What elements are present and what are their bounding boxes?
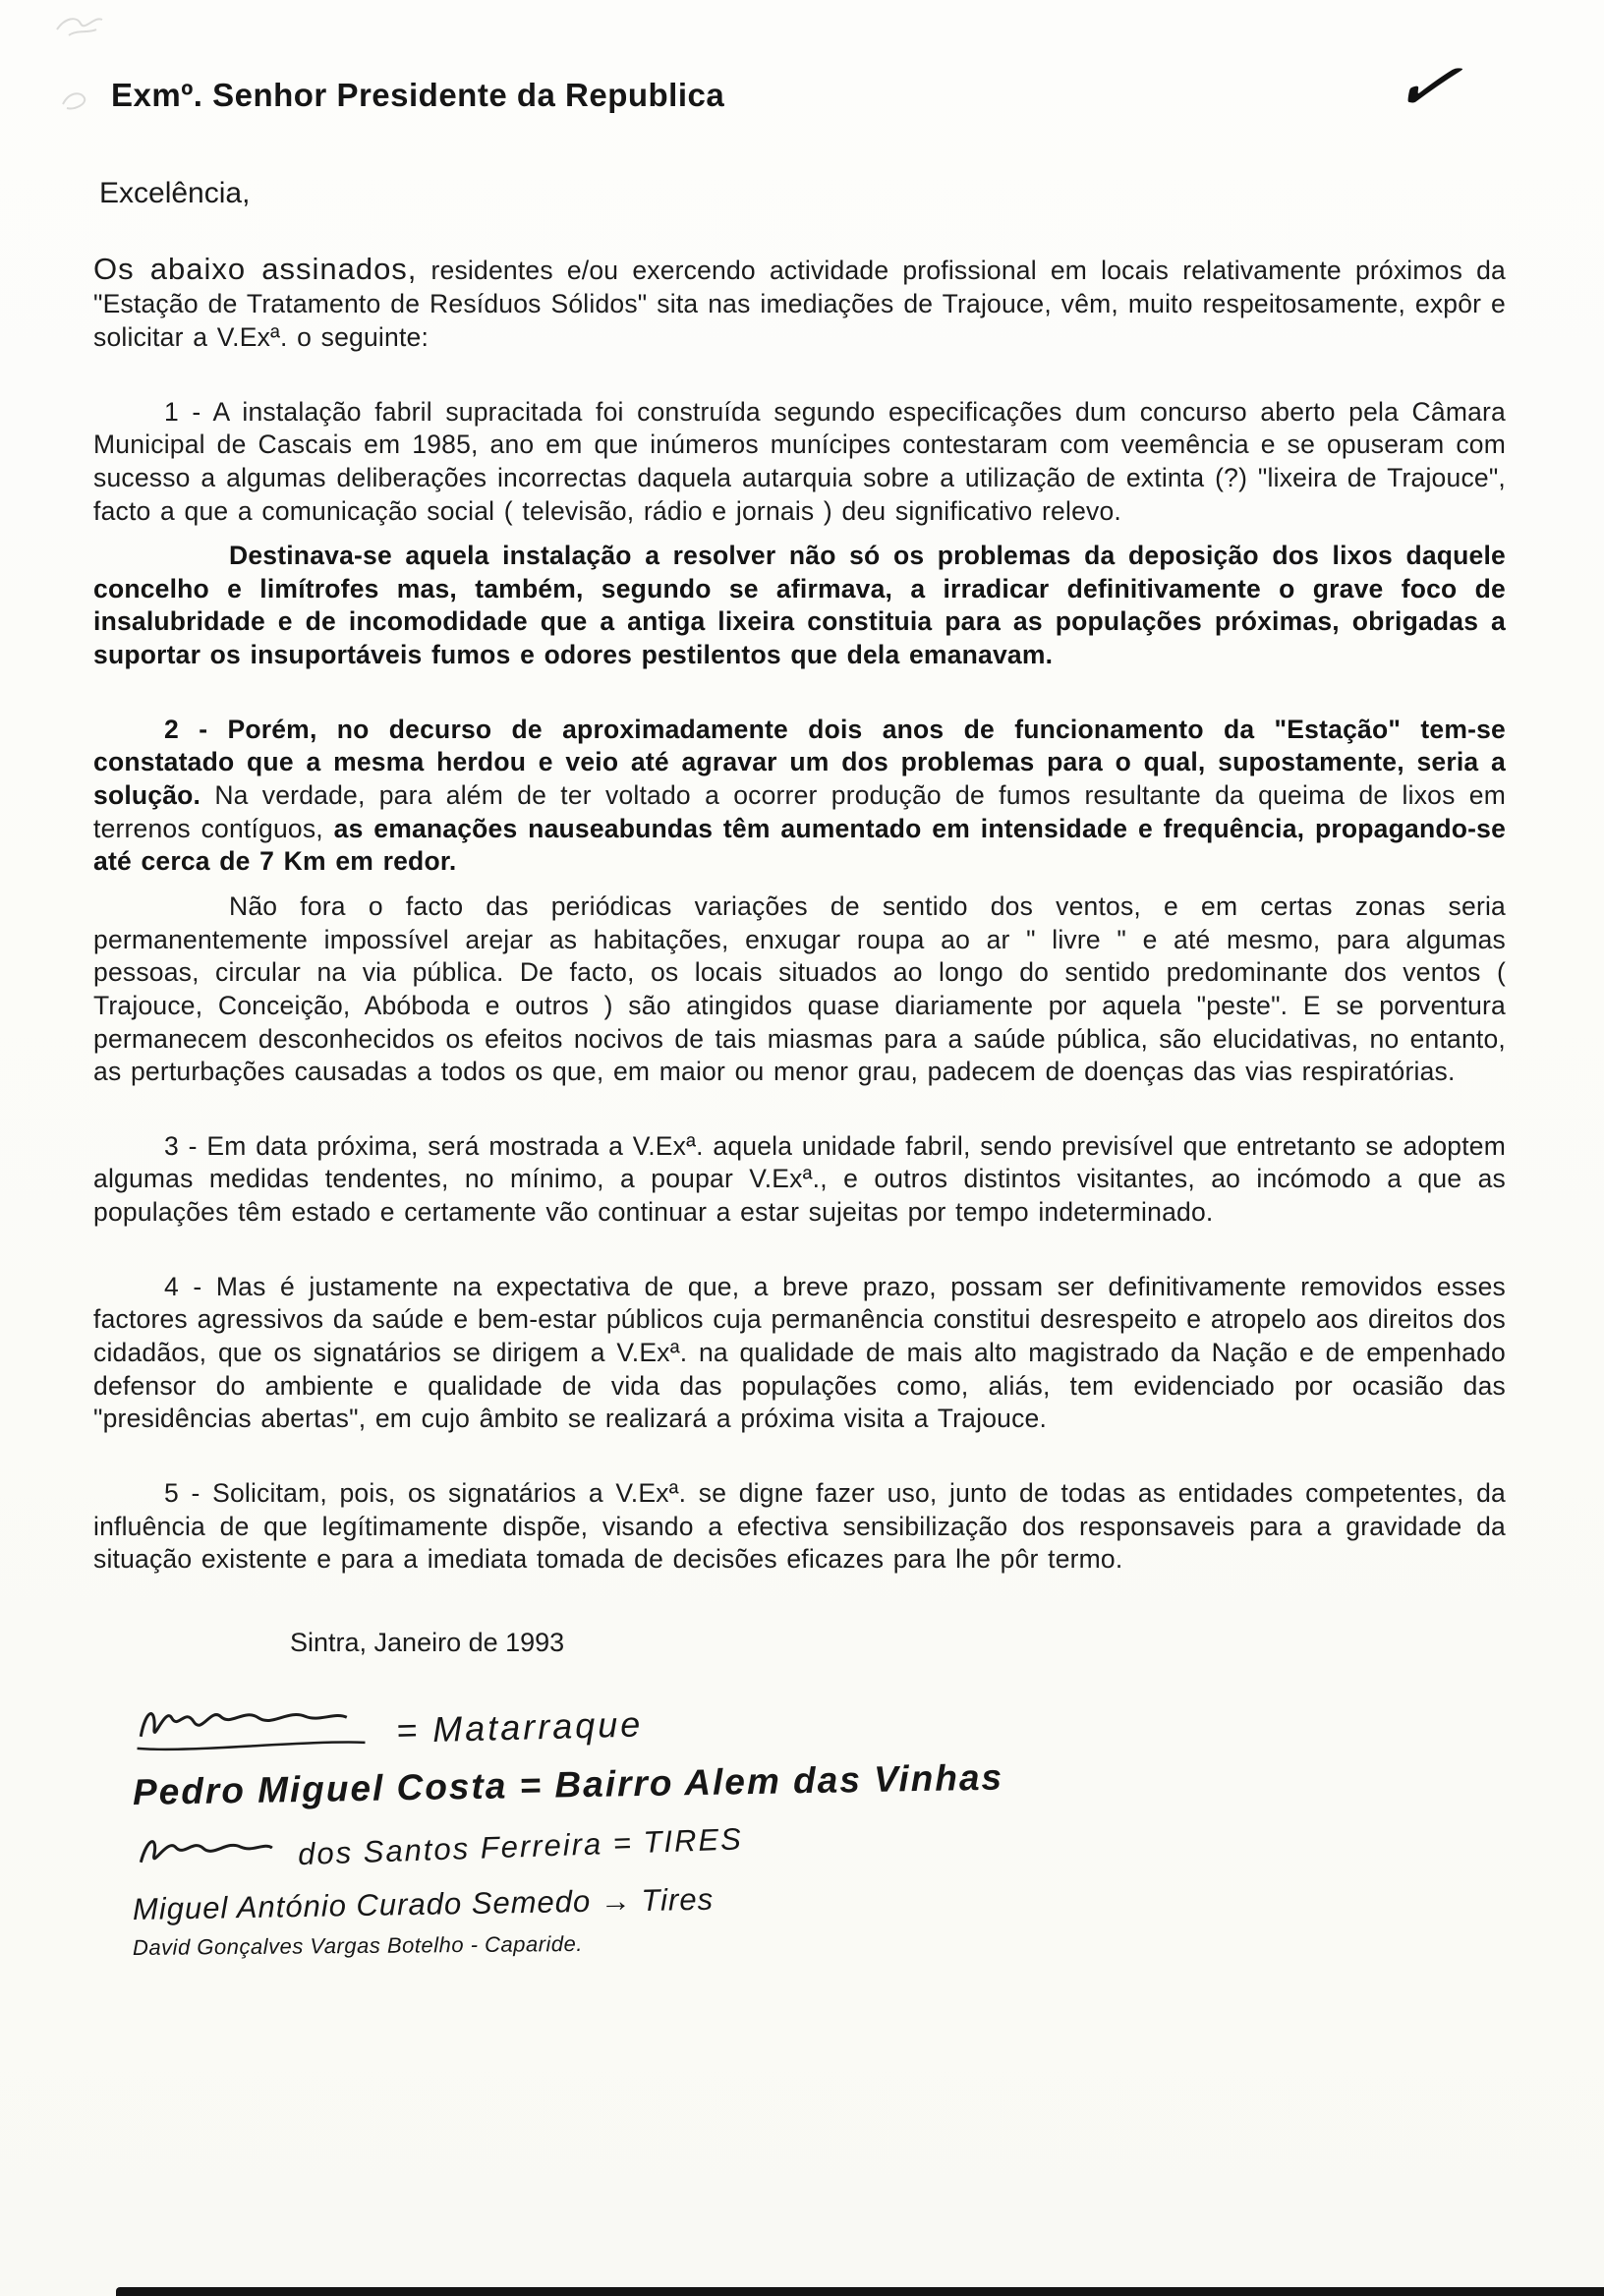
paragraph-1b: Destinava-se aquela instalação a resolver não só os problemas da deposição dos lixos daquele concelho e limítrofes mas, também, segundo se afirmava, a irradicar definitivamente o grave foco de insalubridade e de incomodidade que a antiga lixeira constituia para as populações próximas, obrigadas a suportar os insuportáveis fumos e odores pestilentos que dela emanavam. [93, 541, 1506, 670]
paragraph-5: 5 - Solicitam, pois, os signatários a V.Exª. se digne fazer uso, junto de todas as entidades competentes, da influência de que legítimamente dispõe, visando a efectiva sensibilização dos responsaveis para a gravidade da situação existente e para a imediata tomada de decisões eficazes para lhe pôr termo. [93, 1477, 1506, 1575]
signature-block [133, 1697, 1506, 1961]
intro-rest: residentes e/ou exercendo actividade profissional em locais relativamente próximos da "Estação de Tratamento de Resíduos Sólidos" sita nas imediações de Trajouce, vêm, muito respeitosamente, expôr e solicitar a V.Exª. o seguinte: [93, 256, 1506, 352]
signature-place: = Matarraque [395, 1703, 644, 1751]
scan-smudge [51, 8, 120, 41]
paragraph-4: 4 - Mas é justamente na expectativa de que, a breve prazo, possam ser definitivamente removidos esses factores agressivos da saúde e bem-estar públicos cuja permanência constitui desrespeito e atropelo aos direitos dos cidadãos, que os signatários se dirigem a V.Exª. na qualidade de mais alto magistrado da Nação e de empenhado defensor do ambiente e qualidade de vida das populações como, aliás, tem evidenciado por ocasião das "presidências abertas", em cujo âmbito se realizará a próxima visita a Trajouce. [93, 1271, 1506, 1434]
signature-line [133, 1923, 1506, 1961]
signature-line [133, 1867, 1506, 1926]
signature-name: David Gonçalves Vargas Botelho - Caparide. [132, 1930, 584, 1960]
paragraph-2b: Não fora o facto das periódicas variações de sentido dos ventos, e em certas zonas seria permanentemente impossível arejar as habitações, enxugar roupa ao ar " livre " e até mesmo, para algumas pessoas, circular na via pública. De facto, os locais situados ao longo do sentido predominante dos ventos ( Trajouce, Conceição, Abóboda e outros ) são atingidos quase diariamente por aquela "peste". E se porventura permanecem desconhecidos os efeitos nocivos de tais miasmas para a saúde pública, são elucidativas, no entanto, as perturbações causadas a todos os que, em maior ou menor grau, padecem de doenças das vias respiratórias. [93, 890, 1506, 1087]
scan-bottom-edge [116, 2287, 1604, 2296]
paragraph-3: 3 - Em data próxima, será mostrada a V.Exª. aquela unidade fabril, sendo previsível que entretanto se adoptem algumas medidas tendentes, no mínimo, a poupar V.Exª., e outros distintos visitantes, ao incómodo a que as populações têm estado e certamente vão continuar a estar sujeitas por tempo indeterminado. [93, 1130, 1506, 1228]
checkmark-annotation: ✓ [1384, 38, 1469, 133]
signature-scribble-icon [132, 1824, 281, 1878]
intro-paragraph [93, 250, 1506, 355]
signature-name: Pedro Miguel Costa = Bairro Alem das Vinhas [132, 1756, 1004, 1812]
signature-name: Miguel António Curado Semedo → Tires [132, 1881, 715, 1926]
intro-lead: Os abaixo assinados, [93, 252, 418, 286]
scan-smudge [57, 85, 102, 114]
signature-scribble-icon [132, 1691, 379, 1758]
salutation: Exmº. Senhor Presidente da Republica [111, 77, 725, 113]
date-line: Sintra, Janeiro de 1993 [290, 1627, 565, 1657]
signature-name: dos Santos Ferreira = TIRES [297, 1821, 744, 1871]
greeting: Excelência, [99, 177, 251, 209]
paragraph-1: 1 - A instalação fabril supracitada foi construída segundo especificações dum concurso aberto pela Câmara Municipal de Cascais em 1985, ano em que inúmeros munícipes contestaram com veemência e se opuseram com sucesso a algumas deliberações incorrectas daquela autarquia sobre a utilização de extinta (?) "lixeira de Trajouce", facto a que a comunicação social ( televisão, rádio e jornais ) deu significativo relevo. [93, 396, 1506, 526]
paragraph-2-normal: Na verdade, para além de ter voltado a ocorrer produção de fumos resultante da queima de lixos em terrenos contíguos, [93, 780, 1506, 843]
signature-line [132, 1661, 1506, 1758]
paragraph-2 [93, 714, 1506, 879]
paragraph-2-bold-tail: as emanações nauseabundas têm aumentado em intensidade e frequência, propagando-se até cerca de 7 Km em redor. [93, 813, 1507, 877]
paragraph-2-bold-lead: 2 - Porém, no decurso de aproximadamente dois anos de funcionamento da "Estação" tem-se constatado que a mesma herdou e veio até agravar um dos problemas para o qual, supostamente, seria a solução. [93, 714, 1506, 811]
